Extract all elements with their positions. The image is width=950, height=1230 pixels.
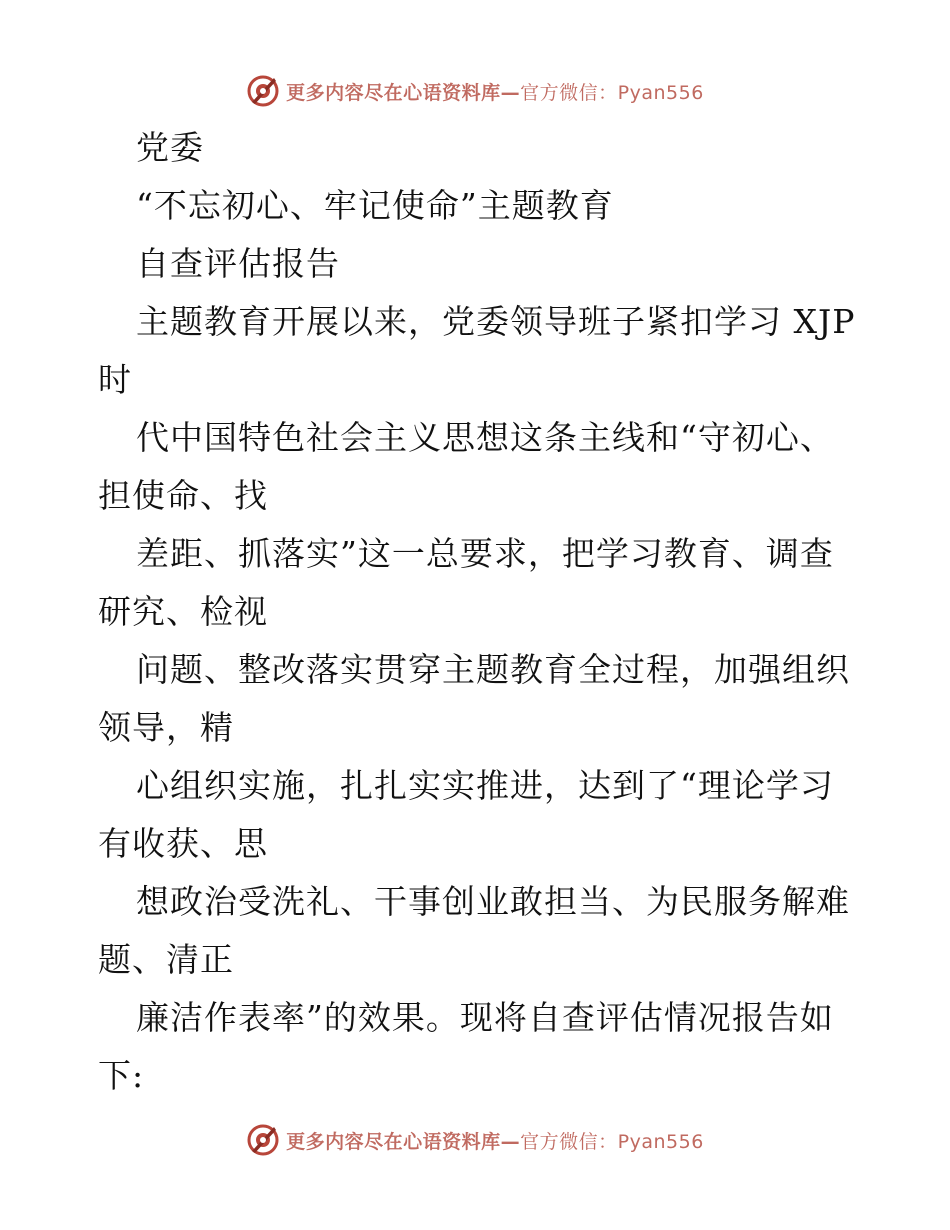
doc-line: 心组织实施，扎扎实实推进，达到了“理论学习 — [136, 766, 834, 805]
wechat-id: 官方微信：Pyan556 — [520, 1130, 704, 1153]
doc-line: 主题教育开展以来，党委领导班子紧扣学习 XJP — [136, 302, 856, 341]
doc-line: 担使命、找 — [98, 476, 268, 515]
footer-banner — [0, 1120, 950, 1160]
doc-line: 党委 — [136, 128, 204, 167]
header-banner — [0, 71, 950, 111]
pen-logo-icon — [246, 74, 280, 108]
doc-line: 差距、抓落实”这一总要求，把学习教育、调查 — [136, 534, 834, 573]
banner-text: 更多内容尽在心语资料库—官方微信：Pyan556 — [286, 1130, 704, 1153]
wechat-id: 官方微信：Pyan556 — [520, 81, 704, 104]
doc-line: 时 — [98, 360, 132, 399]
doc-line: 题、清正 — [98, 940, 234, 979]
doc-line: 代中国特色社会主义思想这条主线和“守初心、 — [136, 418, 834, 457]
banner-text: 更多内容尽在心语资料库—官方微信：Pyan556 — [286, 81, 704, 104]
doc-line: 自查评估报告 — [136, 244, 340, 283]
doc-line: 研究、检视 — [98, 592, 268, 631]
doc-line: 问题、整改落实贯穿主题教育全过程，加强组织 — [136, 650, 850, 689]
pen-logo-icon — [246, 1123, 280, 1157]
doc-line: “不忘初心、牢记使命”主题教育 — [136, 186, 614, 225]
doc-line: 想政治受洗礼、干事创业敢担当、为民服务解难 — [136, 882, 850, 921]
doc-line: 廉洁作表率”的效果。现将自查评估情况报告如 — [136, 998, 834, 1037]
doc-line: 下: — [98, 1056, 145, 1095]
doc-line: 有收获、思 — [98, 824, 268, 863]
doc-line: 领导，精 — [98, 708, 234, 747]
